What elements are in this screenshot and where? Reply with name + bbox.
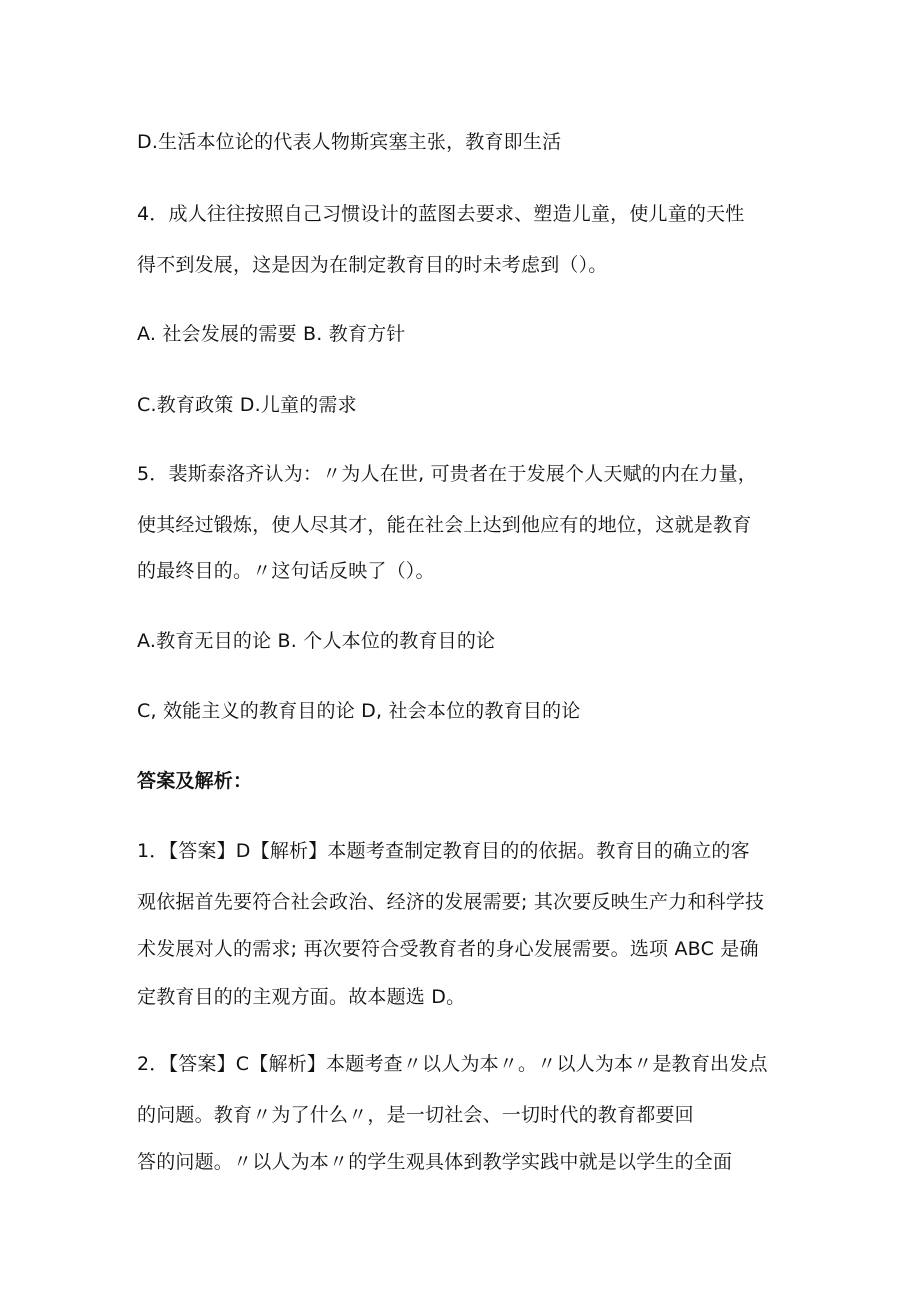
- text-line-question-4-cont: 得不到发展，这是因为在制定教育目的时未考虑到（）。: [137, 254, 608, 276]
- text-line-options-cd-q5: C, 效能主义的教育目的论 D, 社会本位的教育目的论: [137, 700, 581, 722]
- text-line-question-4: 4．成人往往按照自己习惯设计的蓝图去要求、塑造儿童，使儿童的天性: [137, 203, 745, 225]
- text-line-answer-2-cont-2: 答的问题。〃以人为本〃的学生观具体到教学实践中就是以学生的全面: [137, 1151, 733, 1173]
- text-line-options-ab-q5: A.教育无目的论 B. 个人本位的教育目的论: [137, 630, 496, 652]
- answers-heading: 答案及解析：: [137, 770, 253, 792]
- text-line-options-ab-q4: A. 社会发展的需要 B. 教育方针: [137, 323, 406, 345]
- text-line-options-cd-q4: C.教育政策 D.儿童的需求: [137, 394, 357, 416]
- text-line-answer-2-cont-1: 的问题。教育〃为了什么〃，是一切社会、一切时代的教育都要回: [137, 1104, 694, 1126]
- text-line-answer-1-cont-2: 术发展对人的需求; 再次要符合受教育者的身心发展需要。选项 ABC 是确: [137, 938, 759, 960]
- text-line-question-5-cont-1: 使其经过锻炼，使人尽其才，能在社会上达到他应有的地位，这就是教育: [137, 514, 752, 536]
- text-line-answer-1-cont-3: 定教育目的的主观方面。故本题选 D。: [137, 986, 466, 1008]
- text-line-answer-1: 1．【答案】D【解析】本题考查制定教育目的的依据。教育目的确立的客: [137, 840, 750, 862]
- text-line-question-5: 5．裴斯泰洛齐认为：〃为人在世, 可贵者在于发展个人天赋的内在力量，: [137, 463, 757, 485]
- text-line-option-d-q3: D.生活本位论的代表人物斯宾塞主张，教育即生活: [137, 131, 562, 153]
- text-line-question-5-cont-2: 的最终目的。〃这句话反映了（）。: [137, 560, 435, 582]
- text-line-answer-2: 2．【答案】C【解析】本题考查〃以人为本〃。〃以人为本〃是教育出发点: [137, 1053, 768, 1075]
- text-line-answer-1-cont-1: 观依据首先要符合社会政治、经济的发展需要; 其次要反映生产力和科学技: [137, 891, 765, 913]
